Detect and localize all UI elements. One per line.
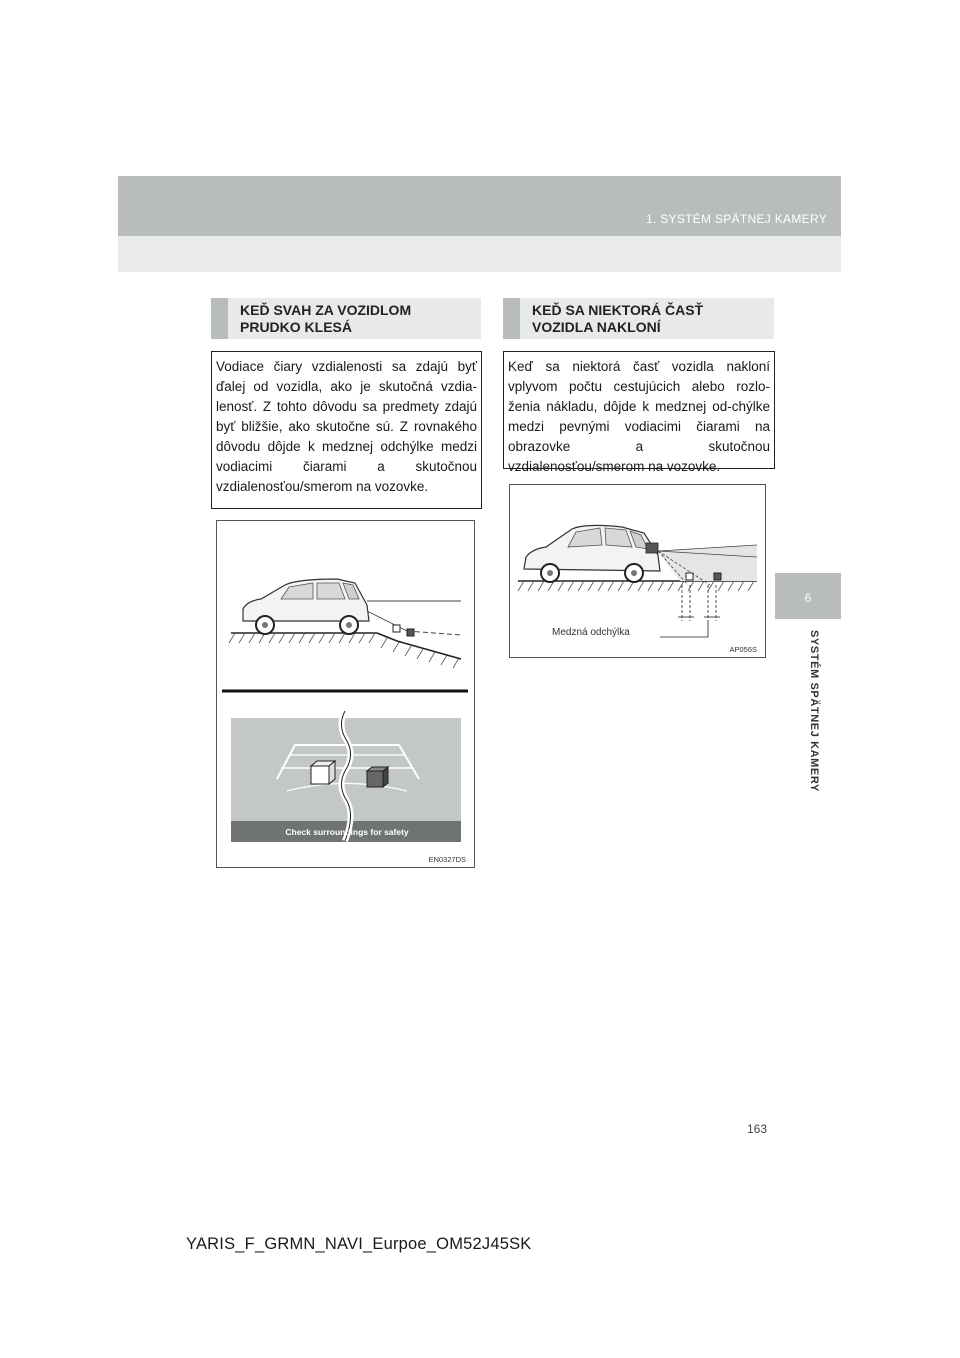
section-heading-text: KEĎ SA NIEKTORÁ ČASŤ VOZIDLA NAKLONÍ [532, 302, 704, 335]
figure-tilt-illustration [509, 484, 766, 658]
section-heading-tilt [503, 298, 774, 339]
header-title: 1. SYSTÉM SPÄTNEJ KAMERY [645, 212, 827, 226]
figure-slope-illustration [216, 520, 475, 868]
chapter-tab [775, 573, 841, 619]
chapter-number: 6 [804, 591, 812, 605]
chapter-side-label: SYSTÉM SPÄTNEJ KAMERY [808, 630, 820, 792]
figure-code: AP056S [729, 645, 757, 654]
document-code: YARIS_F_GRMN_NAVI_Eurpoe_OM52J45SK [186, 1235, 532, 1253]
header-subband [118, 236, 841, 272]
section-body-tilt: Keď sa niektorá časť vozidla nakloní vplyvom počtu cestujúcich alebo rozlo-ženia nákladu, dôjde k medznej od-chýlke medzi pevnými vodiacimi čiarami na obrazovke a skutočnou vzdialenosťou/smerom na vozovke. [503, 351, 775, 469]
header-band [118, 176, 841, 236]
slope-car-illustration [217, 521, 474, 867]
section-body-slope: Vodiace čiary vzdialenosti sa zdajú byť ďalej od vozidla, ako je skutočná vzdia-lenosť. Z tohto dôvodu sa predmety zdajú byť bližšie, ako skutočne sú. Z rovnakého dôvodu dôjde k medznej odchýlke medzi vodiacimi čiarami a skutočnou vzdialenosťou/smerom na vozovke. [211, 351, 482, 509]
tilt-car-illustration [510, 485, 765, 657]
page-number: 163 [747, 1122, 768, 1136]
screen-message: Check surroundings for safety [285, 827, 409, 837]
figure-code: EN0327DS [428, 855, 466, 864]
section-heading-text: KEĎ SVAH ZA VOZIDLOM PRUDKO KLESÁ [240, 302, 412, 335]
section-heading-slope [211, 298, 481, 339]
figure-label: Medzná odchýlka [552, 627, 630, 638]
